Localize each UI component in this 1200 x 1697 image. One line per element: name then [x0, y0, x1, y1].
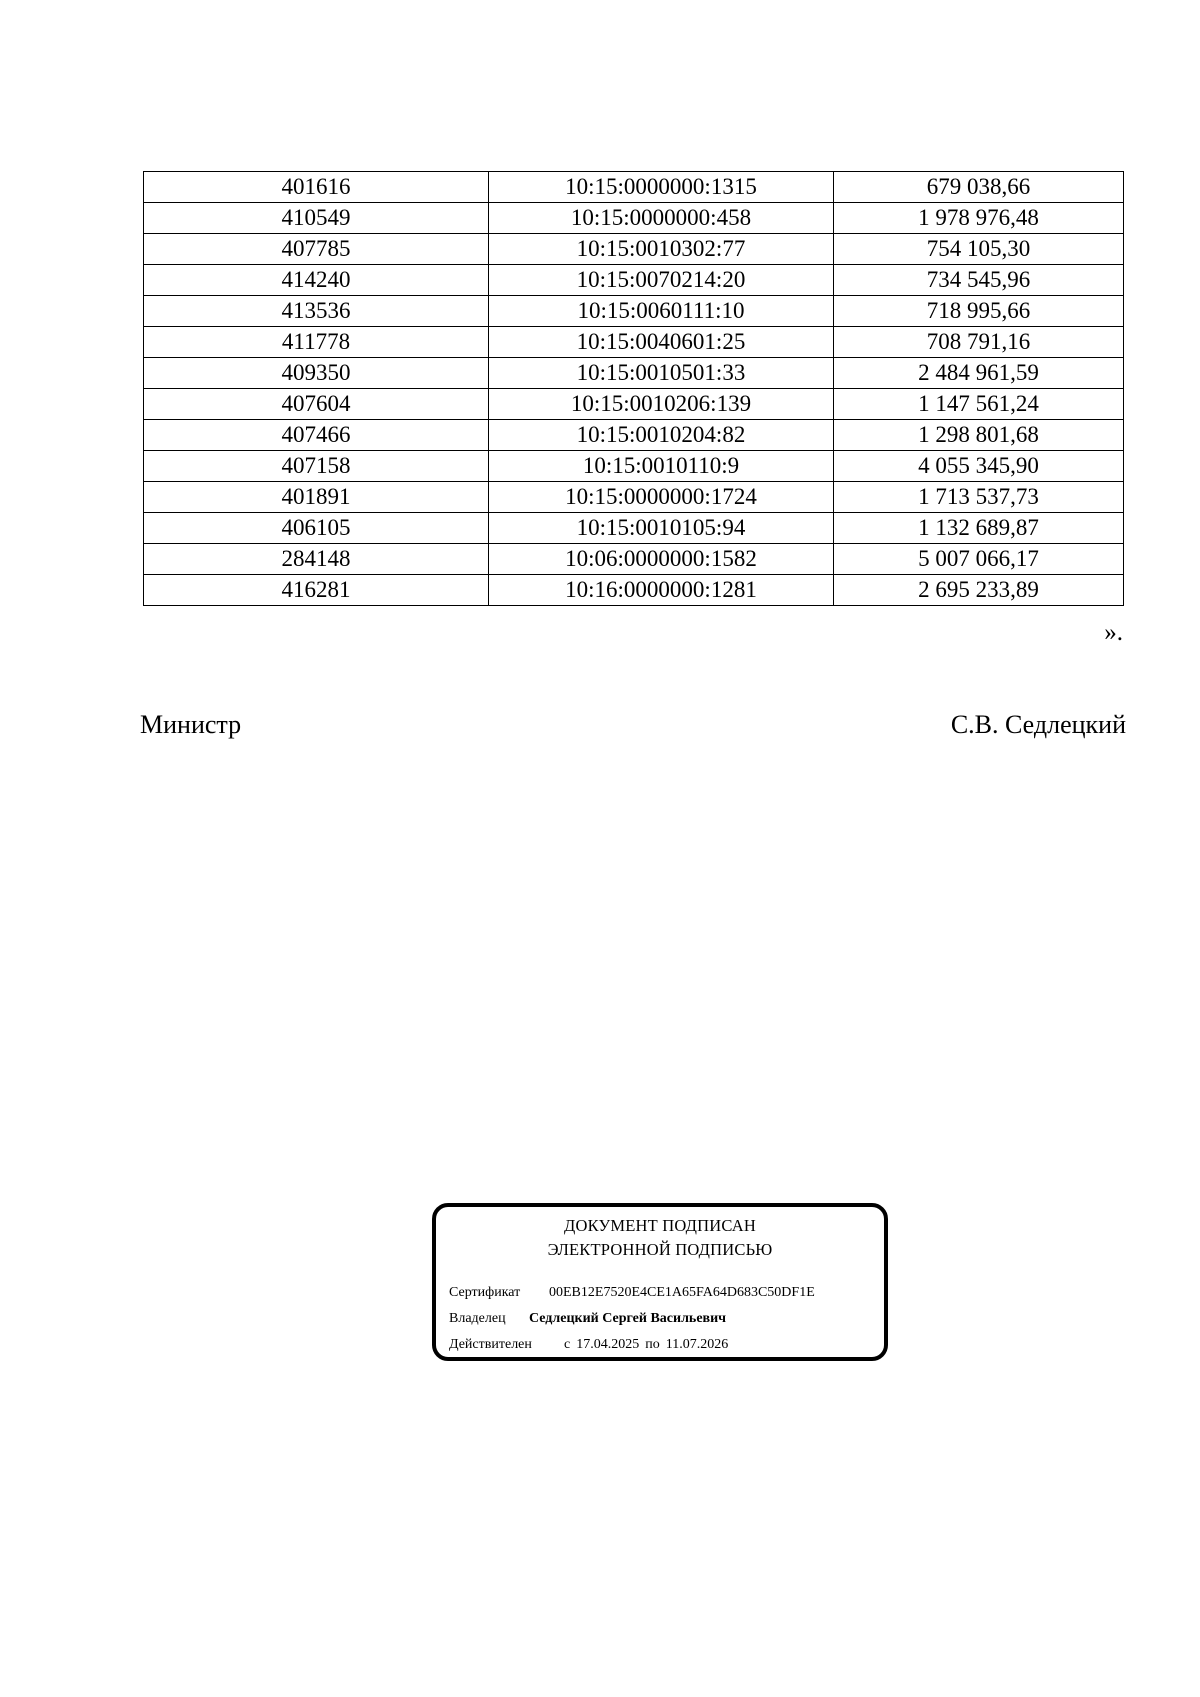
cell-cadastral-number: 10:15:0010501:33	[489, 358, 834, 389]
table-row	[144, 265, 1124, 296]
cell-id: 284148	[144, 544, 489, 575]
table-row	[144, 234, 1124, 265]
cell-id: 407466	[144, 420, 489, 451]
table-row	[144, 451, 1124, 482]
stamp-owner-row	[449, 1306, 884, 1332]
stamp-title-line-1: ДОКУМЕНТ ПОДПИСАН	[564, 1216, 756, 1235]
cell-cadastral-number: 10:16:0000000:1281	[489, 575, 834, 606]
cell-cadastral-number: 10:15:0010206:139	[489, 389, 834, 420]
table-row	[144, 544, 1124, 575]
validity-from-date: 17.04.2025	[576, 1337, 640, 1352]
cell-amount: 1 978 976,48	[834, 203, 1124, 234]
cell-amount: 5 007 066,17	[834, 544, 1124, 575]
cell-amount: 1 132 689,87	[834, 513, 1124, 544]
table-row	[144, 358, 1124, 389]
cell-amount: 679 038,66	[834, 172, 1124, 203]
table-body	[144, 172, 1124, 606]
validity-to-date: 11.07.2026	[665, 1337, 729, 1352]
cell-amount: 1 147 561,24	[834, 389, 1124, 420]
cell-amount: 2 484 961,59	[834, 358, 1124, 389]
cell-cadastral-number: 10:15:0060111:10	[489, 296, 834, 327]
closing-quote: ».	[1104, 619, 1123, 646]
validity-from-prefix: с	[564, 1337, 571, 1352]
cell-amount: 734 545,96	[834, 265, 1124, 296]
cell-id: 407785	[144, 234, 489, 265]
table-row	[144, 420, 1124, 451]
cell-cadastral-number: 10:06:0000000:1582	[489, 544, 834, 575]
cell-id: 409350	[144, 358, 489, 389]
table-row	[144, 172, 1124, 203]
cell-cadastral-number: 10:15:0070214:20	[489, 265, 834, 296]
cell-amount: 754 105,30	[834, 234, 1124, 265]
electronic-signature-stamp	[432, 1203, 888, 1361]
cell-cadastral-number: 10:15:0000000:1724	[489, 482, 834, 513]
signer-name: С.В. Седлецкий	[950, 710, 1126, 739]
table-row	[144, 482, 1124, 513]
table-row	[144, 327, 1124, 358]
table-row	[144, 203, 1124, 234]
cell-cadastral-number: 10:15:0010110:9	[489, 451, 834, 482]
cell-cadastral-number: 10:15:0010105:94	[489, 513, 834, 544]
certificate-value: 00EB12E7520E4CE1A65FA64D683C50DF1E	[549, 1285, 815, 1300]
data-table	[143, 171, 1124, 606]
cell-id: 413536	[144, 296, 489, 327]
table-row	[144, 389, 1124, 420]
cell-id: 416281	[144, 575, 489, 606]
cell-id: 411778	[144, 327, 489, 358]
cell-cadastral-number: 10:15:0000000:1315	[489, 172, 834, 203]
cell-id: 401616	[144, 172, 489, 203]
cell-amount: 1 713 537,73	[834, 482, 1124, 513]
cell-id: 414240	[144, 265, 489, 296]
signature-line	[140, 710, 1126, 740]
certificate-label: Сертификат	[449, 1285, 521, 1300]
signer-position: Министр	[140, 710, 242, 739]
cell-amount: 708 791,16	[834, 327, 1124, 358]
stamp-title-line-2: ЭЛЕКТРОННОЙ ПОДПИСЬЮ	[547, 1240, 773, 1259]
stamp-certificate-row	[449, 1280, 884, 1306]
owner-value: Седлецкий Сергей Васильевич	[529, 1311, 727, 1326]
cell-cadastral-number: 10:15:0010204:82	[489, 420, 834, 451]
validity-to-prefix: по	[645, 1337, 660, 1352]
cell-id: 406105	[144, 513, 489, 544]
cell-cadastral-number: 10:15:0040601:25	[489, 327, 834, 358]
cell-id: 407604	[144, 389, 489, 420]
stamp-details	[449, 1280, 884, 1358]
cell-id: 407158	[144, 451, 489, 482]
cell-cadastral-number: 10:15:0000000:458	[489, 203, 834, 234]
table-row	[144, 513, 1124, 544]
cell-amount: 4 055 345,90	[834, 451, 1124, 482]
table-row	[144, 296, 1124, 327]
owner-label: Владелец	[449, 1311, 506, 1326]
cell-amount: 718 995,66	[834, 296, 1124, 327]
table-row	[144, 575, 1124, 606]
validity-label: Действителен	[449, 1337, 532, 1352]
stamp-title	[436, 1214, 884, 1262]
cell-id: 401891	[144, 482, 489, 513]
cell-id: 410549	[144, 203, 489, 234]
cell-cadastral-number: 10:15:0010302:77	[489, 234, 834, 265]
cell-amount: 1 298 801,68	[834, 420, 1124, 451]
cell-amount: 2 695 233,89	[834, 575, 1124, 606]
stamp-validity-row	[449, 1332, 884, 1358]
